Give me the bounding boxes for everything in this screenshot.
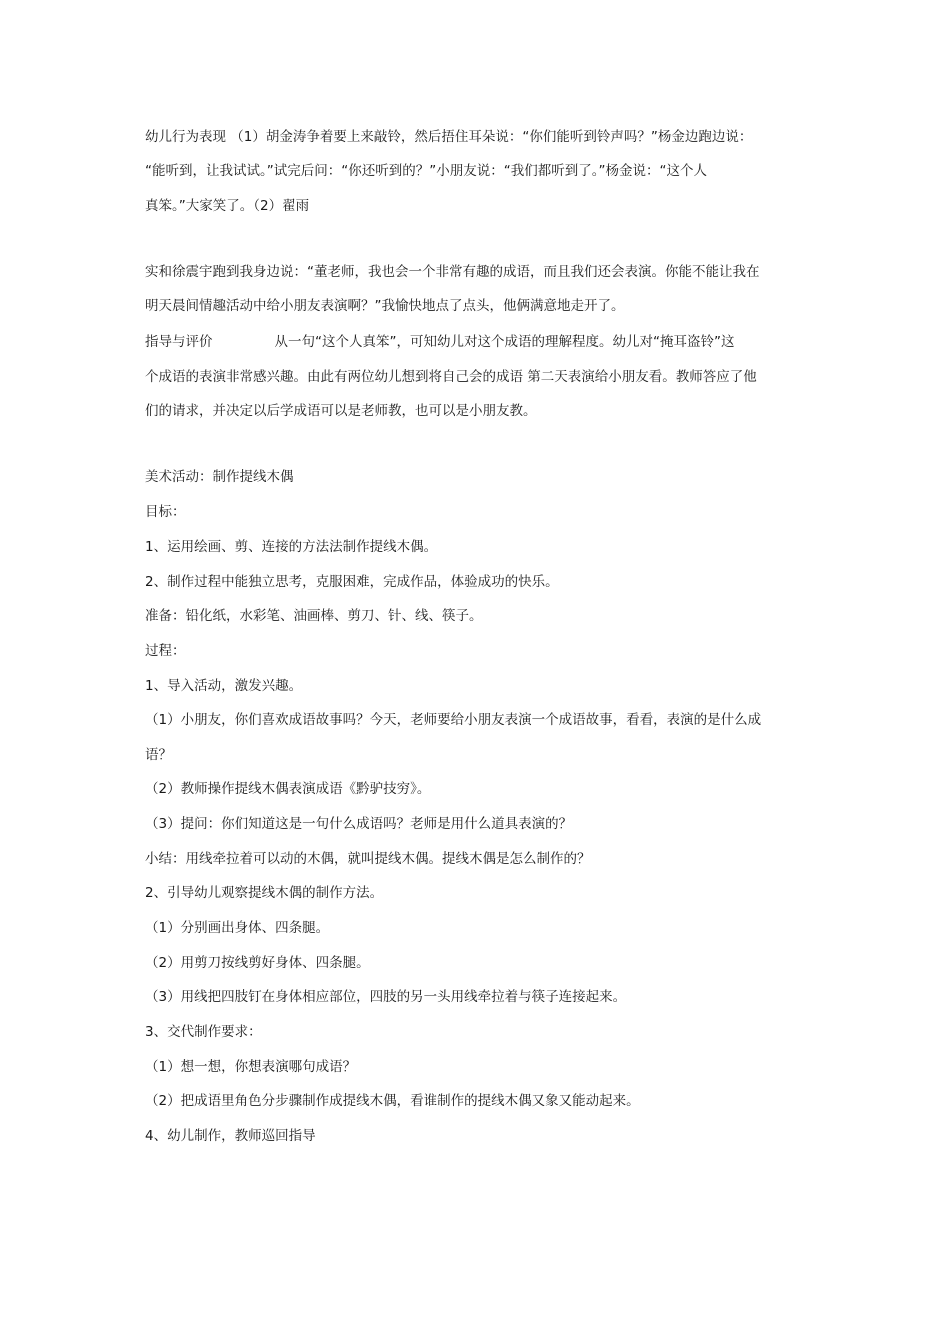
paragraph-line: 4、幼儿制作，教师巡回指导 xyxy=(145,1128,316,1144)
paragraph-line: （3）提问：你们知道这是一句什么成语吗？老师是用什么道具表演的？ xyxy=(145,816,573,832)
guide-evaluation-label: 指导与评价 xyxy=(145,334,213,350)
paragraph-line: 1、运用绘画、剪、连接的方法法制作提线木偶。 xyxy=(145,539,438,555)
activity-title: 美术活动：制作提线木偶 xyxy=(145,469,294,485)
guide-evaluation-text: 从一句“这个人真笨”，可知幼儿对这个成语的理解程度。幼儿对“掩耳盗铃”这 xyxy=(274,334,735,350)
paragraph-line: 3、交代制作要求： xyxy=(145,1024,262,1040)
paragraph-line: 们的请求，并决定以后学成语可以是老师教，也可以是小朋友教。 xyxy=(145,403,537,419)
paragraph-line: 真笨。”大家笑了。（2）翟雨 xyxy=(145,198,310,214)
paragraph-line: （3）用线把四肢钉在身体相应部位，四肢的另一头用线牵拉着与筷子连接起来。 xyxy=(145,989,627,1005)
paragraph-line: “能听到，让我试试。”试完后问：“你还听到的？”小朋友说：“我们都听到了。”杨金说：“这个人 xyxy=(145,163,707,179)
paragraph-line: （2）把成语里角色分步骤制作成提线木偶，看谁制作的提线木偶又象又能动起来。 xyxy=(145,1093,640,1109)
paragraph-line: 明天晨间情趣活动中给小朋友表演啊？”我愉快地点了点头，他俩满意地走开了。 xyxy=(145,298,625,314)
paragraph-line: （1）分别画出身体、四条腿。 xyxy=(145,920,330,936)
paragraph-line: 小结：用线牵拉着可以动的木偶，就叫提线木偶。提线木偶是怎么制作的？ xyxy=(145,851,591,867)
paragraph-line: （2）用剪刀按线剪好身体、四条腿。 xyxy=(145,955,370,971)
paragraph-line: 2、引导幼儿观察提线木偶的制作方法。 xyxy=(145,885,384,901)
paragraph-line: （2）教师操作提线木偶表演成语《黔驴技穷》。 xyxy=(145,781,431,797)
paragraph-line: 个成语的表演非常感兴趣。由此有两位幼儿想到将自己会的成语 第二天表演给小朋友看。教师答应了他 xyxy=(145,369,757,385)
paragraph-line: 1、导入活动，激发兴趣。 xyxy=(145,678,303,694)
guide-evaluation-line xyxy=(145,332,734,352)
paragraph-line: 语？ xyxy=(145,747,172,763)
paragraph-line: 2、制作过程中能独立思考，克服困难，完成作品，体验成功的快乐。 xyxy=(145,574,559,590)
paragraph-line: 实和徐震宇跑到我身边说：“董老师，我也会一个非常有趣的成语，而且我们还会表演。你能不能让我在 xyxy=(145,264,760,280)
paragraph-line: 准备：铅化纸，水彩笔、油画棒、剪刀、针、线、筷子。 xyxy=(145,608,483,624)
paragraph-line: （1）想一想，你想表演哪句成语？ xyxy=(145,1059,357,1075)
paragraph-line: 幼儿行为表现 （1）胡金涛争着要上来敲铃，然后捂住耳朵说：“你们能听到铃声吗？”杨金边跑边说： xyxy=(145,129,753,145)
paragraph-line: 目标： xyxy=(145,504,186,520)
paragraph-line: （1）小朋友，你们喜欢成语故事吗？今天，老师要给小朋友表演一个成语故事，看看，表演的是什么成 xyxy=(145,712,762,728)
paragraph-line: 过程： xyxy=(145,643,186,659)
